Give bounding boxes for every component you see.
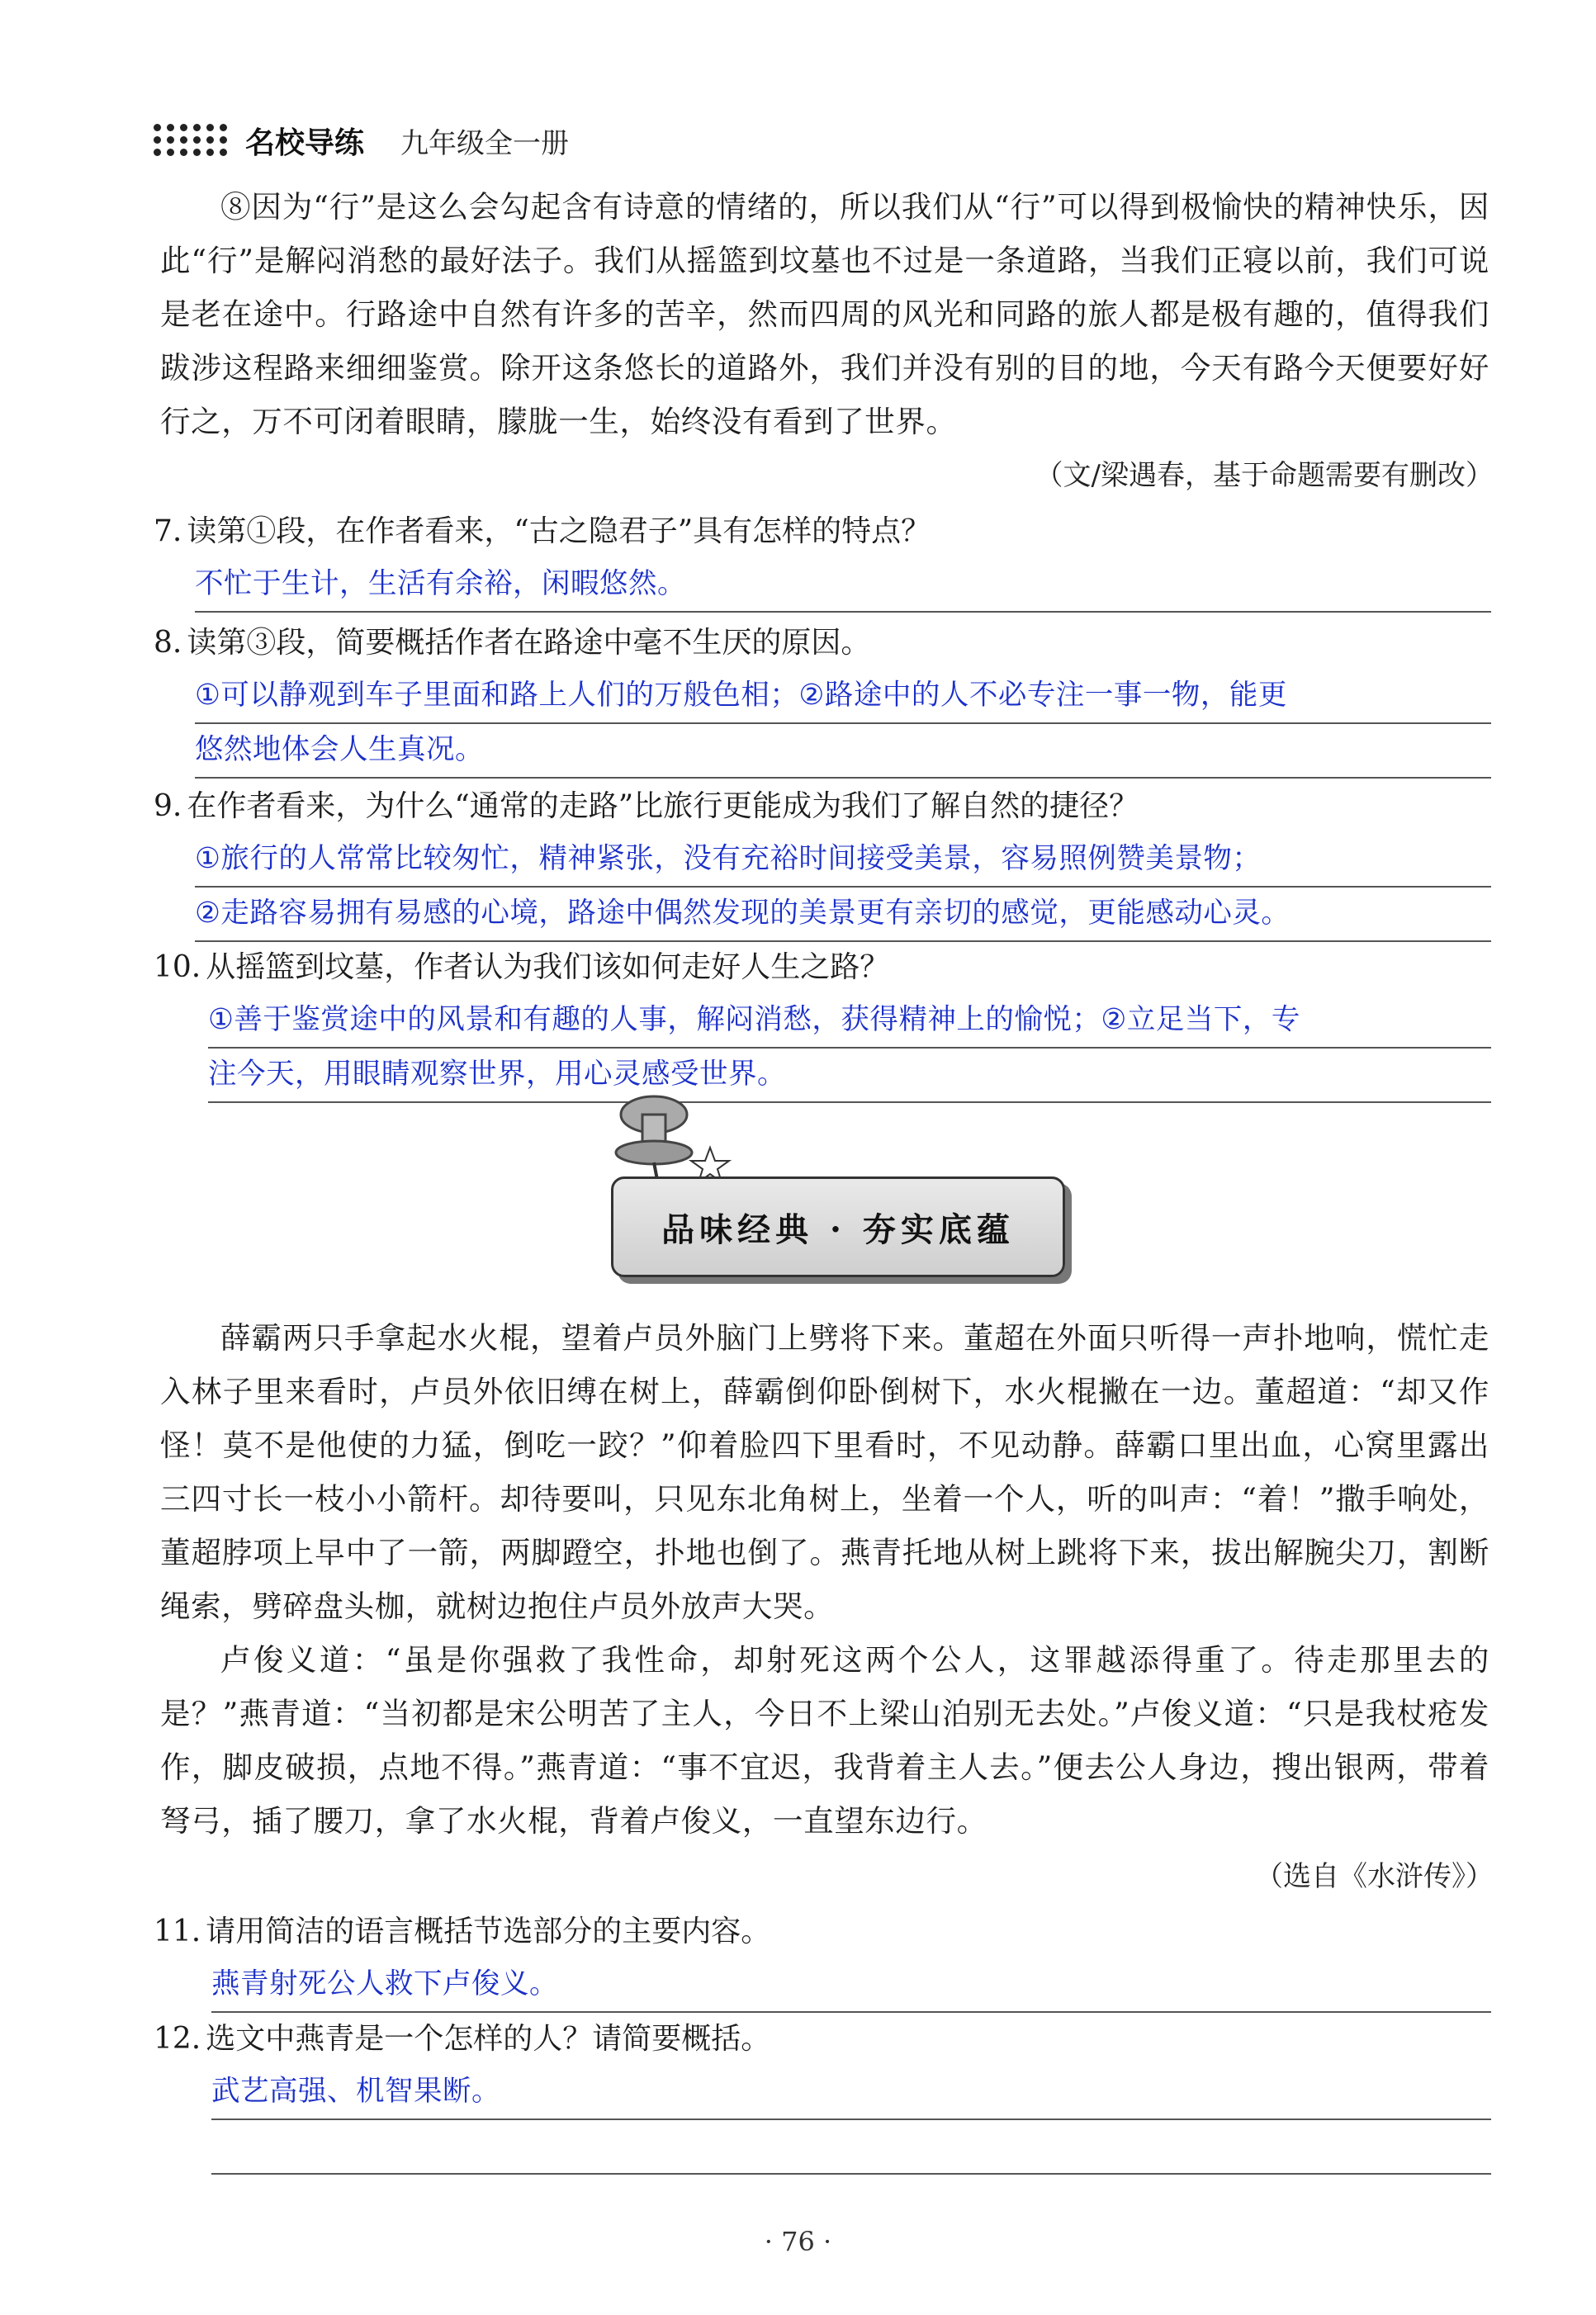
answer-line[interactable]: ①旅行的人常常比较匆忙，精神紧张，没有充裕时间接受美景，容易照例赞美景物； <box>195 833 1491 888</box>
question-stem: 请用简洁的语言概括节选部分的主要内容。 <box>206 1915 771 1948</box>
answer-line[interactable] <box>211 2120 1491 2175</box>
passage2-paragraph-1: 薛霸两只手拿起水火棍，望着卢员外脑门上劈将下来。董超在外面只听得一声扑地响，慌忙走入林子里来看时，卢员外依旧缚在树上，薛霸倒仰卧倒树下，水火棍撇在一边。董超道：“却又作怪！莫不是他使的力猛，倒吃一跤？”仰着脸四下里看时，不见动静。薛霸口里出血，心窝里露出三四寸长一枝小小箭杆。却待要叫，只见东北角树上，坐着一个人，听的叫声：“着！”撒手响处，董超脖项上早中了一箭，两脚蹬空，扑地也倒了。燕青托地从树上跳将下来，拔出解腕尖刀，割断绳索，劈碎盘头枷，就树边抱住卢员外放声大哭。 <box>160 1320 1489 1624</box>
page-header <box>154 116 569 165</box>
question-number: 12. <box>154 2022 201 2056</box>
question-9 <box>154 780 1491 942</box>
question-stem: 在作者看来，为什么“通常的走路”比旅行更能成为我们了解自然的捷径？ <box>187 789 1139 823</box>
question-11 <box>154 1905 1491 2013</box>
question-stem: 读第③段，简要概括作者在路途中毫不生厌的原因。 <box>187 626 871 660</box>
passage1-source: （文/梁遇春，基于命题需要有删改） <box>1035 459 1494 492</box>
question-8 <box>154 617 1491 779</box>
passage1-paragraph-8: ⑧因为“行”是这么会勾起含有诗意的情绪的，所以我们从“行”可以得到极愉快的精神快乐，因此“行”是解闷消愁的最好法子。我们从摇篮到坟墓也不过是一条道路，当我们正寝以前，我们可说是老在途中。行路途中自然有许多的苦辛，然而四周的风光和同路的旅人都是极有趣的，值得我们跋涉这程路来细细鉴赏。除开这条悠长的道路外，我们并没有别的目的地，今天有路今天便要好好行之，万不可闭着眼睛，朦胧一生，始终没有看到了世界。 <box>160 189 1490 439</box>
question-number: 11. <box>154 1915 201 1948</box>
question-10 <box>154 941 1491 1103</box>
answer-line[interactable]: ②走路容易拥有易感的心境，路途中偶然发现的美景更有亲切的感觉，更能感动心灵。 <box>195 888 1491 942</box>
passage2-paragraph-2: 卢俊义道：“虽是你强救了我性命，却射死这两个公人，这罪越添得重了。待走那里去的是？”燕青道：“当初都是宋公明苦了主人，今日不上梁山泊别无去处。”卢俊义道：“只是我杖疮发作，脚皮破损，点地不得。”燕青道：“事不宜迟，我背着主人去。”便去公人身边，搜出银两，带着弩弓，插了腰刀，拿了水火棍，背着卢俊义，一直望东边行。 <box>160 1642 1489 1839</box>
book-brand: 名校导练 <box>245 125 365 160</box>
answer-line[interactable]: 注今天，用眼睛观察世界，用心灵感受世界。 <box>208 1049 1491 1103</box>
question-number: 9. <box>154 789 182 823</box>
book-grade: 九年级全一册 <box>400 126 570 160</box>
dots-icon <box>154 124 229 158</box>
question-number: 10. <box>154 950 201 984</box>
question-7 <box>154 505 1491 613</box>
answer-line[interactable]: ①可以静观到车子里面和路上人们的万般色相；②路途中的人不必专注一事一物，能更 <box>195 670 1491 724</box>
question-stem: 读第①段，在作者看来，“古之隐君子”具有怎样的特点？ <box>187 514 931 548</box>
question-12 <box>154 2013 1491 2175</box>
answer-line[interactable]: 不忙于生计，生活有余裕，闲暇悠然。 <box>195 558 1491 613</box>
passage2-source: （选自《水浒传》） <box>1255 1860 1494 1893</box>
page-number: · 76 · <box>764 2226 832 2257</box>
answer-line[interactable]: 悠然地体会人生真况。 <box>195 724 1491 779</box>
section-banner <box>611 1176 1065 1277</box>
question-stem: 从摇篮到坟墓，作者认为我们该如何走好人生之路？ <box>206 950 890 984</box>
question-number: 7. <box>154 514 182 548</box>
section-banner-title: 品味经典 · 夯实底蕴 <box>661 1210 1015 1249</box>
answer-line[interactable]: ①善于鉴赏途中的风景和有趣的人事，解闷消愁，获得精神上的愉悦；②立足当下，专 <box>208 994 1491 1049</box>
question-number: 8. <box>154 626 182 660</box>
answer-line[interactable]: 燕青射死公人救下卢俊义。 <box>211 1958 1491 2013</box>
question-stem: 选文中燕青是一个怎样的人？请简要概括。 <box>206 2022 771 2056</box>
answer-line[interactable]: 武艺高强、机智果断。 <box>211 2066 1491 2120</box>
